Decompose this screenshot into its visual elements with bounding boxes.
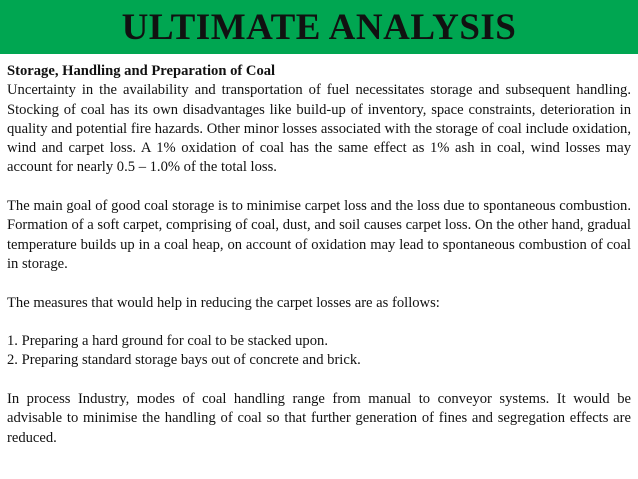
spacer (7, 274, 631, 293)
spacer (7, 178, 631, 197)
paragraph-handling: In process Industry, modes of coal handling range from manual to conveyor systems. It would be advisable to minimise the handling of coal so that further generation of fines and segregation effects are reduced. (7, 391, 631, 446)
spacer (7, 313, 631, 332)
slide-body (7, 62, 631, 448)
title-banner (0, 0, 638, 54)
list-item: 2. Preparing standard storage bays out of concrete and brick. (7, 352, 361, 369)
paragraph-storage-intro: Uncertainty in the availability and transportation of fuel necessitates storage and subsequent handling. Stocking of coal has its own disadvantages like build-up of inventory, space constraints, deterioration in quality and potential fire hazards. Other minor losses associated with the storage of coal include oxidation, wind and carpet loss. A 1% oxidation of coal has the same effect as 1% ash in coal, wind losses may account for nearly 0.5 – 1.0% of the total loss. (7, 82, 631, 176)
list-item: 1. Preparing a hard ground for coal to be stacked upon. (7, 333, 328, 350)
paragraph-measures-intro: The measures that would help in reducing the carpet losses are as follows: (7, 294, 440, 311)
paragraph-storage-goal: The main goal of good coal storage is to minimise carpet loss and the loss due to spontaneous combustion. Formation of a soft carpet, comprising of coal, dust, and soil causes carpet loss. On the other hand, gradual temperature builds up in a coal heap, on account of oxidation may lead to spontaneous combustion of coal in storage. (7, 198, 631, 272)
spacer (7, 371, 631, 390)
page-title: ULTIMATE ANALYSIS (121, 6, 517, 48)
section-heading: Storage, Handling and Preparation of Coal (7, 63, 276, 79)
